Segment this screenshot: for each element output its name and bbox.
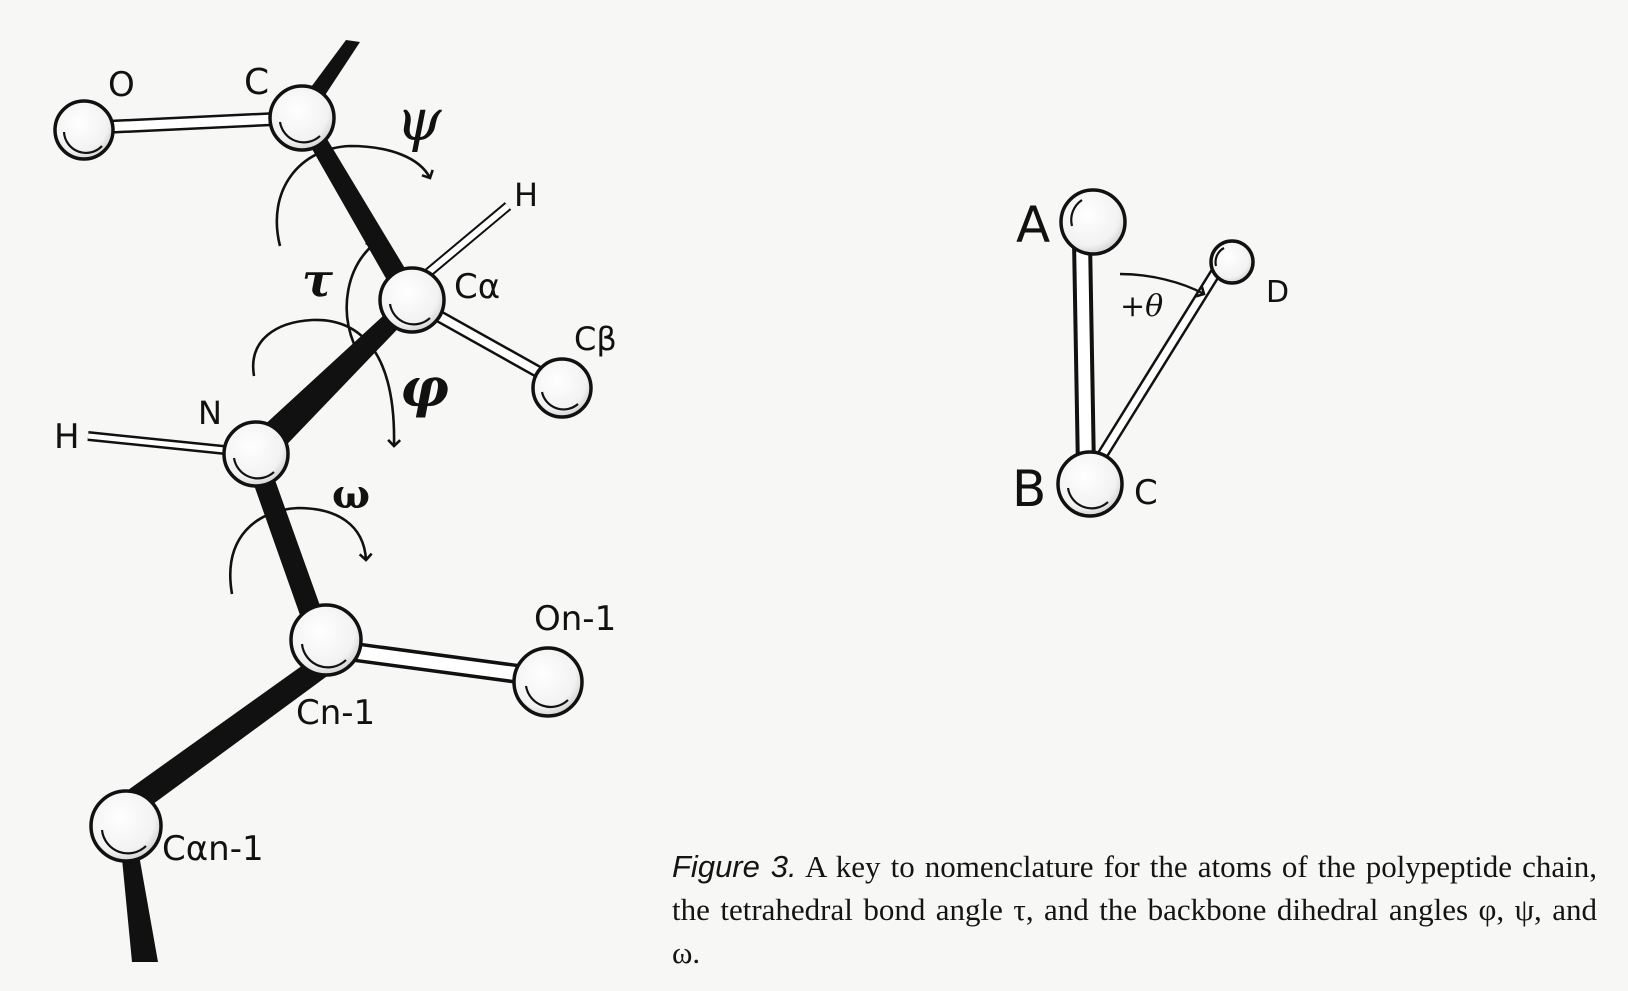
label-omega: ω (332, 471, 371, 518)
atom-o (55, 101, 113, 159)
atom-d (1211, 241, 1253, 283)
atom-ca-prev (91, 791, 161, 861)
label-phi: φ (400, 355, 449, 419)
atom-n (224, 422, 288, 486)
label-c-prev: Cn-1 (296, 693, 376, 733)
dihedral-key-diagram (1012, 190, 1289, 518)
atom-c-prev (291, 605, 361, 675)
label-h-top: H (514, 176, 539, 214)
label-c: C (244, 62, 270, 103)
label-b: B (1012, 460, 1047, 518)
label-theta: +θ (1120, 289, 1164, 324)
atom-balls (55, 86, 591, 861)
label-c-right: C (1134, 473, 1158, 513)
label-ca: Cα (454, 267, 501, 307)
polypeptide-chain-diagram (54, 40, 617, 962)
atom-ca (380, 268, 444, 332)
atom-cb (533, 359, 591, 417)
label-d: D (1266, 275, 1290, 310)
bond-cprev-caprev (114, 660, 330, 818)
atom-c (270, 86, 334, 150)
label-h-left: H (54, 417, 80, 457)
caption-label: Figure 3. (672, 849, 797, 884)
label-a: A (1016, 196, 1051, 254)
atom-bc (1058, 452, 1122, 516)
label-o-prev: On-1 (534, 599, 617, 639)
label-cb: Cβ (574, 320, 617, 358)
caption-text: A key to nomenclature for the atoms of the polypeptide chain, the tetrahedral bond angle τ, and the backbone dihedral angles φ, ψ, and ω. (672, 849, 1597, 970)
figure-caption (672, 845, 1597, 974)
label-o: O (108, 65, 135, 105)
label-n: N (198, 394, 222, 432)
label-ca-prev: Cαn-1 (162, 829, 264, 869)
label-tau: τ (302, 253, 333, 307)
label-psi: ψ (396, 86, 442, 154)
